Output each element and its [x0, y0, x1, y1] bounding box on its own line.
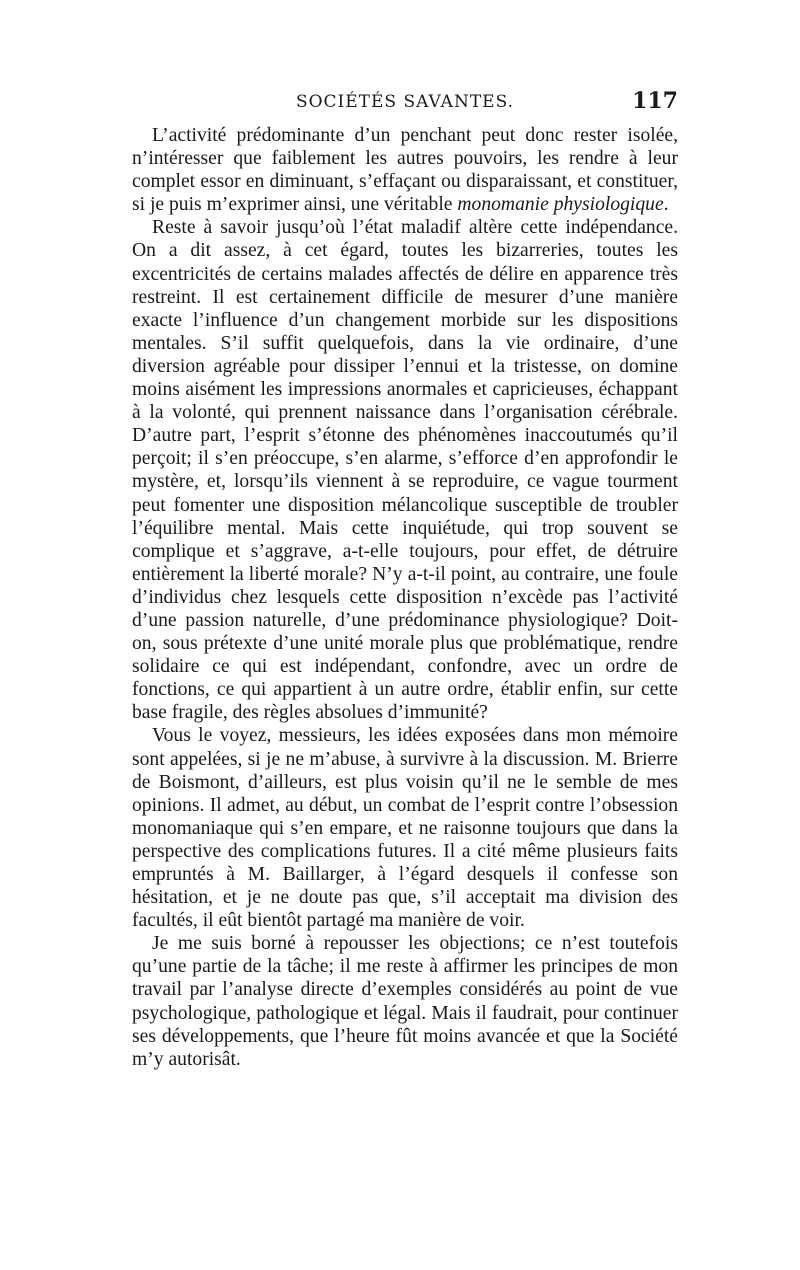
paragraph	[132, 124, 678, 216]
paragraph: Reste à savoir jusqu’où l’état maladif altère cette indépendance. On a dit assez, à cet égard, toutes les bizarreries, toutes les excentricités de certains malades affectés de délire en apparence très restreint. Il est certainement difficile de mesurer d’une manière exacte l’influence d’un changement morbide sur les dispositions mentales. S’il suffit quelquefois, dans la vie ordinaire, d’une diversion agréable pour dissiper l’ennui et la tristesse, on domine moins aisément les impressions anormales et capricieuses, échappant à la volonté, qui prennent naissance dans l’organisation cérébrale. D’autre part, l’esprit s’étonne des phénomènes inaccoutumés qu’il perçoit; il s’en préoccupe, s’en alarme, s’efforce d’en approfondir le mystère, et, lorsqu’ils viennent à se reproduire, ce vague tourment peut fomenter une disposition mélancolique susceptible de troubler l’équilibre mental. Mais cette inquiétude, qui trop souvent se complique et s’aggrave, a-t-elle toujours, pour effet, de détruire entièrement la liberté morale? N’y a-t-il point, au contraire, une foule d’individus chez lesquels cette disposition n’excède pas l’activité d’une passion naturelle, d’une prédominance physiologique? Doit-on, sous prétexte d’une unité morale plus que problématique, rendre solidaire ce qui est indépendant, confondre, avec un ordre de fonctions, ce qui appartient à un autre ordre, établir enfin, sur cette base fragile, des règles absolues d’immunité?	[132, 217, 678, 724]
body-text	[132, 124, 678, 1071]
running-title: SOCIÉTÉS SAVANTES.	[295, 92, 515, 112]
page-number: 117	[632, 88, 678, 114]
running-head	[132, 88, 678, 118]
paragraph: Vous le voyez, messieurs, les idées exposées dans mon mémoire sont appelées, si je ne m’abuse, à survivre à la discussion. M. Brierre de Boismont, d’ailleurs, est plus voisin qu’il ne le semble de mes opinions. Il admet, au début, un combat de l’esprit contre l’obsession monomaniaque qui s’en empare, et ne raisonne toujours que dans la perspective des complications futures. Il a cité même plusieurs faits empruntés à M. Baillarger, à l’égard desquels il confesse son hésitation, et je ne doute pas que, s’il acceptait ma division des facultés, il eût bientôt partagé ma manière de voir.	[132, 725, 678, 932]
emphasized-term: monomanie physiologique	[457, 194, 664, 216]
paragraph-tail: .	[663, 194, 669, 216]
paragraph-text: L’activité prédominante d’un penchant peut donc rester isolée, n’intéresser que faiblement les autres pouvoirs, les rendre à leur complet essor en diminuant, s’effaçant ou disparaissant, et constituer, si je puis m’exprimer ainsi, une véritable	[132, 125, 678, 216]
paragraph: Je me suis borné à repousser les objections; ce n’est toutefois qu’une partie de la tâche; il me reste à affirmer les principes de mon travail par l’analyse directe d’exemples considérés au point de vue psychologique, pathologique et légal. Mais il faudrait, pour continuer ses développements, que l’heure fût moins avancée et que la Société m’y autorisât.	[132, 933, 678, 1070]
